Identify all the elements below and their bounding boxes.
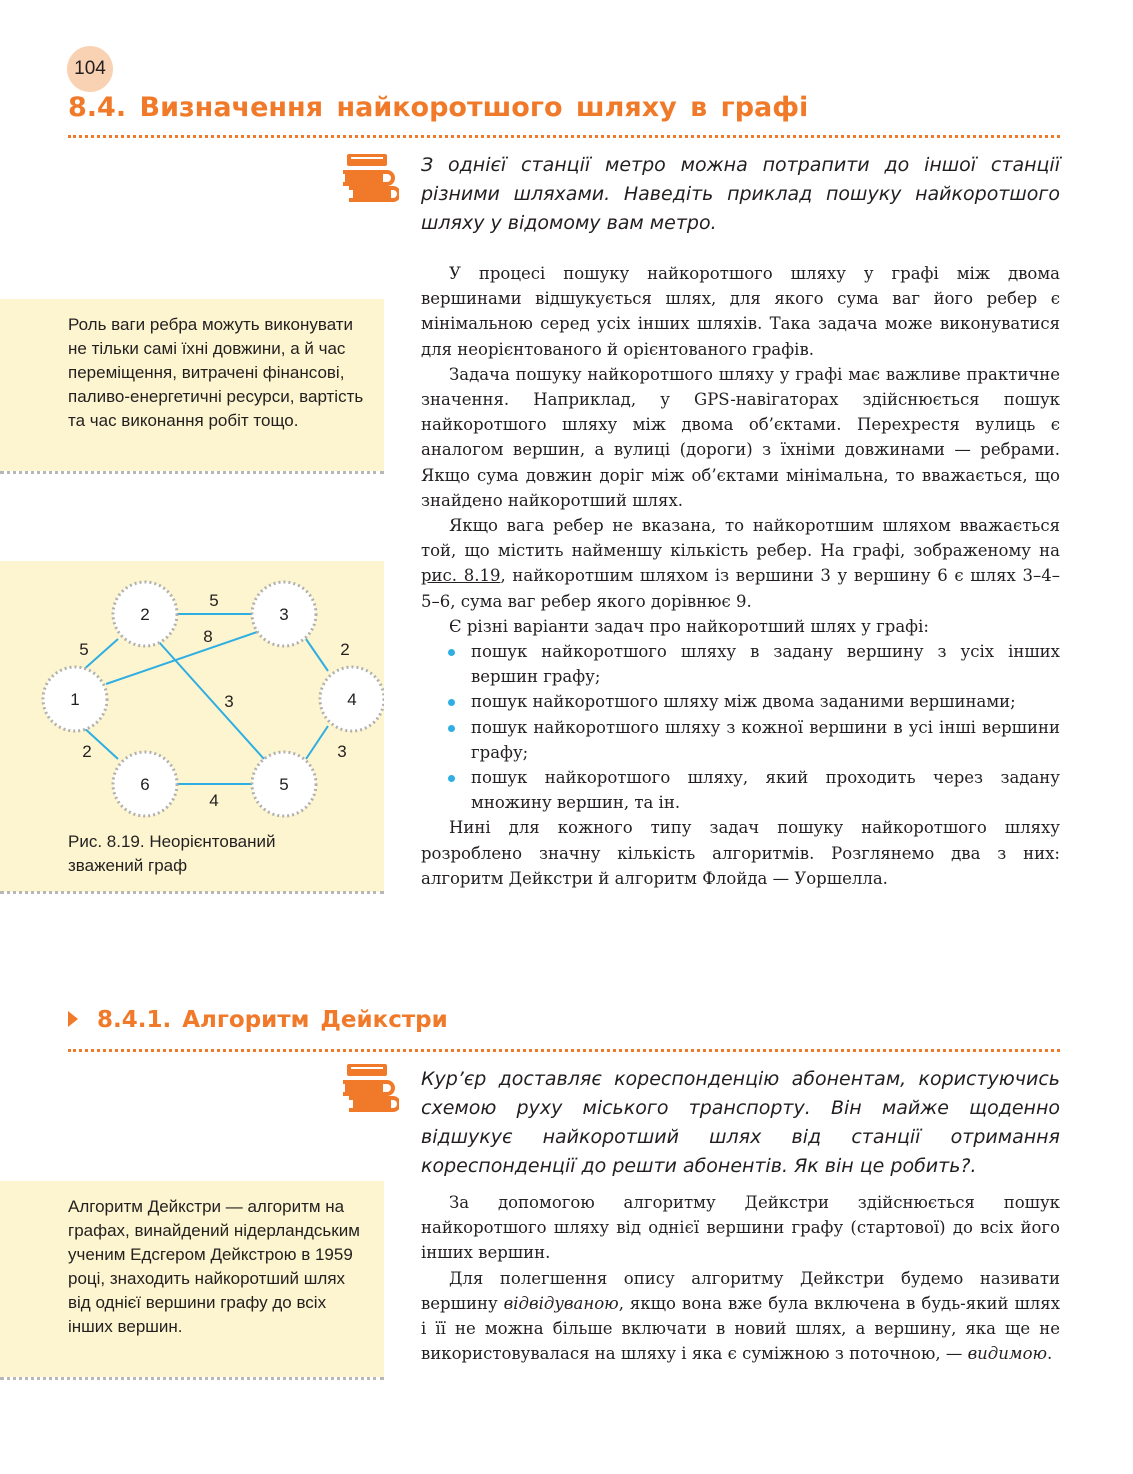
paragraph-text: , найкоротшим шляхом із вершини 3 у вершину 6 є шлях 3–4–5–6, сума ваг ребер якого дорівнює 9. bbox=[421, 566, 1060, 611]
sidebar-note bbox=[0, 299, 384, 471]
books-icon bbox=[339, 1060, 399, 1120]
page-number: 104 bbox=[67, 46, 113, 92]
bullet-icon bbox=[448, 649, 455, 656]
figure-reference-link[interactable]: рис. 8.19 bbox=[421, 566, 501, 586]
sidebar-note-2 bbox=[0, 1181, 384, 1377]
node-label-6: 6 bbox=[140, 775, 150, 794]
paragraph bbox=[421, 513, 1060, 614]
paragraph: Задача пошуку найкоротшого шляху у графі має важливе практичне значення. Наприклад, у GPS-навігаторах здійснюється пошук найкоротшого шляху між двома об’єктами. Перехрестя вулиць є аналогом вершин, а вулиці (дороги) з їхніми довжинами — ребрами. Якщо сума довжин доріг між об’єктами мінімальна, то вважається, що знайдено найкоротший шлях. bbox=[421, 364, 1060, 510]
weighted-graph bbox=[0, 561, 384, 831]
list-item bbox=[421, 689, 1060, 714]
figure-box bbox=[0, 561, 384, 892]
bullet-icon bbox=[448, 775, 455, 782]
paragraph: Є різні варіанти задач про найкоротший шлях у графі: bbox=[449, 616, 929, 636]
node-label-2: 2 bbox=[140, 605, 150, 624]
list-item-text: пошук найкоротшого шляху між двома заданими вершинами; bbox=[471, 692, 1016, 712]
paragraph bbox=[421, 1266, 1060, 1367]
node-label-3: 3 bbox=[279, 605, 289, 624]
sidebar-divider bbox=[0, 1377, 384, 1380]
paragraph-text: Якщо вага ребер не вказана, то найкоротшим шляхом вважається той, що містить найменшу кількість ребер. На графі, зображеному на bbox=[421, 516, 1060, 561]
subsection-title: 8.4.1. Алгоритм Дейкстри bbox=[97, 1007, 448, 1033]
node-label-4: 4 bbox=[347, 690, 357, 709]
edge-weight-1-3: 8 bbox=[203, 627, 213, 646]
bullet-icon bbox=[448, 725, 455, 732]
list-item-text: пошук найкоротшого шляху, який проходить через задану множину вершин, та ін. bbox=[471, 768, 1060, 813]
paragraph: За допомогою алгоритму Дейкстри здійснюється пошук найкоротшого шляху від однієї вершини графу (стартової) до всіх його інших вершин. bbox=[421, 1193, 1060, 1263]
paragraph: Нині для кожного типу задач пошуку найкоротшого шляху розроблено значну кількість алгоритмів. Розглянемо два з них: алгоритм Дейкстри й алгоритм Флойда — Уоршелла. bbox=[421, 818, 1060, 888]
edge-4-5 bbox=[306, 726, 328, 759]
figure-caption: Рис. 8.19. Неорієнтований зважений граф bbox=[68, 832, 276, 875]
node-label-1: 1 bbox=[70, 690, 80, 709]
edge-weight-1-6: 2 bbox=[82, 742, 92, 761]
list-item-text: пошук найкоротшого шляху з кожної вершини в усі інші вершини графу; bbox=[471, 717, 1060, 762]
body-text bbox=[421, 261, 1060, 891]
paragraph: У процесі пошуку найкоротшого шляху у графі між двома вершинами відшукується шлях, для якого сума ваг його ребер є мінімальною серед усіх інших шляхів. Така задача може виконуватися для неорієнтованого й орієнтованого графів. bbox=[421, 264, 1060, 359]
list-item bbox=[421, 639, 1060, 689]
node-label-5: 5 bbox=[279, 775, 289, 794]
list-item bbox=[421, 715, 1060, 765]
section-title: 8.4. Визначення найкоротшого шляху в графі bbox=[68, 92, 809, 123]
intro-question: З однієї станції метро можна потрапити до іншої станції різними шляхами. Наведіть приклад пошуку найкоротшого шляху у відомому вам метро. bbox=[421, 154, 1060, 234]
edge-2-5 bbox=[158, 641, 264, 759]
bullet-icon bbox=[448, 699, 455, 706]
task-list bbox=[421, 639, 1060, 815]
edge-weight-5-6: 4 bbox=[209, 791, 219, 810]
title-divider bbox=[68, 135, 1060, 138]
edge-3-4 bbox=[306, 639, 328, 671]
term-visited: відвідуваною bbox=[503, 1293, 619, 1313]
paragraph-text: . bbox=[1047, 1344, 1053, 1364]
sidebar-note-text: Алгоритм Дейкстри — алгоритм на графах, винайдений нідерландським ученим Едсгером Дейкстрою в 1959 році, знаходить найкоротший шлях від однієї вершини графу до всіх інших вершин. bbox=[68, 1197, 360, 1336]
list-item-text: пошук найкоротшого шляху в задану вершину з усіх інших вершин графу; bbox=[471, 642, 1060, 687]
edge-weight-2-5: 3 bbox=[224, 692, 234, 711]
subsection-divider bbox=[68, 1049, 1060, 1052]
figure-divider bbox=[0, 891, 384, 894]
books-icon bbox=[339, 150, 399, 210]
chevron-right-icon bbox=[68, 1011, 78, 1027]
edge-weight-2-3: 5 bbox=[209, 591, 219, 610]
edge-weight-1-2: 5 bbox=[79, 640, 89, 659]
edge-weight-4-5: 3 bbox=[337, 742, 347, 761]
edge-weight-3-4: 2 bbox=[340, 640, 350, 659]
body-text-2 bbox=[421, 1190, 1060, 1366]
paragraph-text: Для полегшення опису алгоритму Дейкстри будемо називати вершину bbox=[421, 1268, 1060, 1313]
paragraph-text: , якщо вона вже була включена в будь-який шлях і її не можна більше включати в новий шлях, а вершину, яка ще не використовувалася на шляху і яка є суміжною з поточною, — bbox=[421, 1293, 1060, 1364]
term-visible: видимою bbox=[967, 1344, 1048, 1364]
intro-question-2: Кур’єр доставляє кореспонденцію абонентам, користуючись схемою руху міського транспорту. Він майже щоденно відшукує найкоротший шлях від станції отримання кореспонденції до решти абонентів. Як він це робить?. bbox=[421, 1068, 1060, 1177]
sidebar-note-text: Роль ваги ребра можуть виконувати не тільки самі їхні довжини, а й час переміщення, витрачені фінансові, паливо-енергетичні ресурси, вартість та час виконання робіт тощо. bbox=[68, 315, 364, 430]
sidebar-divider bbox=[0, 471, 384, 474]
list-item bbox=[421, 765, 1060, 815]
